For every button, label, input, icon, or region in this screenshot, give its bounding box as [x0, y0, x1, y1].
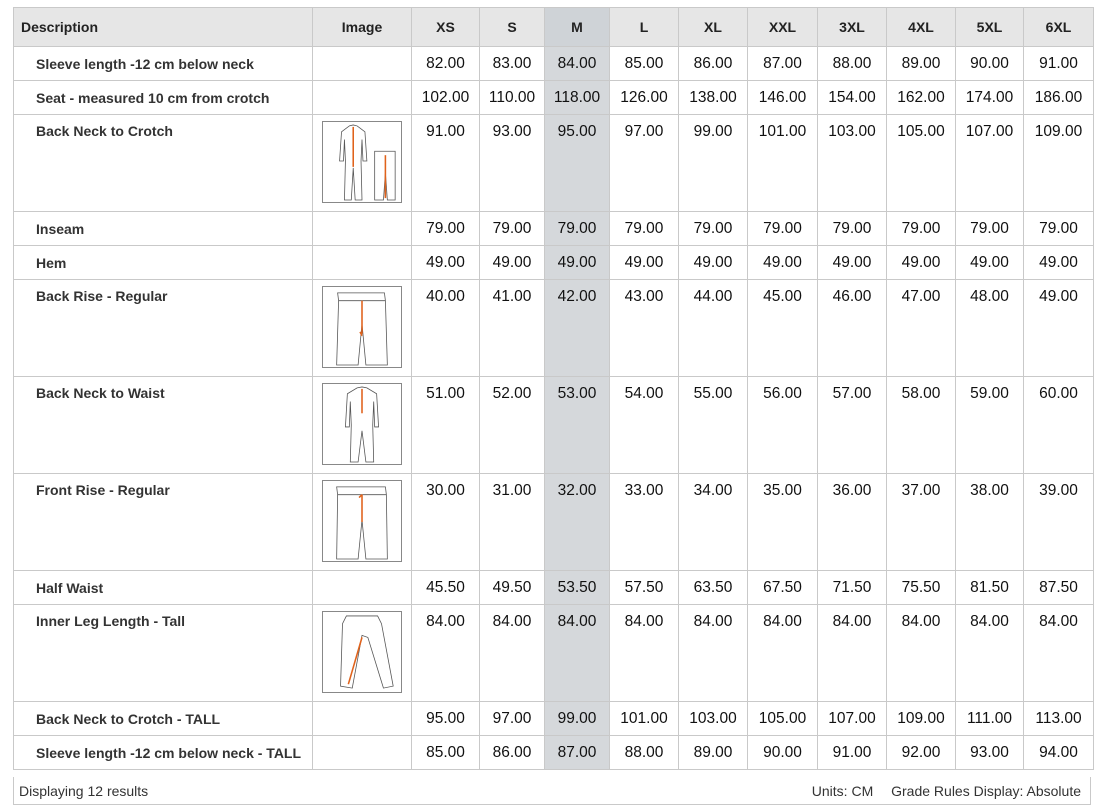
column-header-size-xxl[interactable]: XXL [748, 8, 818, 47]
size-value-l: 85.00 [610, 47, 679, 81]
pants-front-rise-diagram[interactable] [322, 480, 402, 562]
size-value-3xl: 91.00 [818, 736, 887, 770]
size-value-s: 31.00 [480, 474, 545, 571]
units-label: Units: CM [811, 783, 874, 799]
column-header-size-3xl[interactable]: 3XL [818, 8, 887, 47]
column-header-size-6xl[interactable]: 6XL [1024, 8, 1094, 47]
coverall-back-neck-to-crotch-diagram[interactable] [322, 121, 402, 203]
table-row[interactable] [14, 47, 1094, 81]
measurement-description: Seat - measured 10 cm from crotch [14, 81, 313, 115]
measurement-image-cell [313, 377, 412, 474]
size-value-m: 42.00 [545, 280, 610, 377]
table-row[interactable] [14, 246, 1094, 280]
size-value-s: 93.00 [480, 115, 545, 212]
size-value-xs: 49.00 [412, 246, 480, 280]
measurement-description: Sleeve length -12 cm below neck [14, 47, 313, 81]
size-value-xl: 34.00 [679, 474, 748, 571]
table-footer [13, 777, 1091, 805]
measurement-description: Sleeve length -12 cm below neck - TALL [14, 736, 313, 770]
measurement-description: Hem [14, 246, 313, 280]
size-value-m: 79.00 [545, 212, 610, 246]
size-value-6xl: 94.00 [1024, 736, 1094, 770]
size-value-l: 57.50 [610, 571, 679, 605]
size-value-xxl: 105.00 [748, 702, 818, 736]
size-value-6xl: 113.00 [1024, 702, 1094, 736]
size-value-5xl: 81.50 [956, 571, 1024, 605]
size-value-5xl: 48.00 [956, 280, 1024, 377]
size-value-5xl: 174.00 [956, 81, 1024, 115]
size-value-xs: 30.00 [412, 474, 480, 571]
size-value-4xl: 47.00 [887, 280, 956, 377]
measurement-description: Back Neck to Crotch [14, 115, 313, 212]
size-value-l: 33.00 [610, 474, 679, 571]
size-value-s: 83.00 [480, 47, 545, 81]
table-header-row [14, 8, 1094, 47]
measurement-image-cell [313, 81, 412, 115]
size-value-4xl: 75.50 [887, 571, 956, 605]
size-value-l: 84.00 [610, 605, 679, 702]
measurement-description: Back Neck to Waist [14, 377, 313, 474]
size-value-xl: 99.00 [679, 115, 748, 212]
size-value-6xl: 87.50 [1024, 571, 1094, 605]
size-value-xxl: 79.00 [748, 212, 818, 246]
size-value-xl: 84.00 [679, 605, 748, 702]
size-value-3xl: 107.00 [818, 702, 887, 736]
table-row[interactable] [14, 702, 1094, 736]
size-value-xl: 63.50 [679, 571, 748, 605]
size-value-xxl: 84.00 [748, 605, 818, 702]
size-value-5xl: 93.00 [956, 736, 1024, 770]
size-value-m: 84.00 [545, 605, 610, 702]
size-value-3xl: 84.00 [818, 605, 887, 702]
size-value-m: 49.00 [545, 246, 610, 280]
size-value-xs: 45.50 [412, 571, 480, 605]
column-header-size-4xl[interactable]: 4XL [887, 8, 956, 47]
size-value-4xl: 58.00 [887, 377, 956, 474]
table-row[interactable] [14, 212, 1094, 246]
size-value-s: 41.00 [480, 280, 545, 377]
size-value-6xl: 49.00 [1024, 246, 1094, 280]
size-value-s: 110.00 [480, 81, 545, 115]
column-header-size-5xl[interactable]: 5XL [956, 8, 1024, 47]
measurement-image-cell [313, 212, 412, 246]
grade-rules-label: Grade Rules Display: Absolute [891, 783, 1081, 799]
table-row[interactable] [14, 377, 1094, 474]
size-value-6xl: 91.00 [1024, 47, 1094, 81]
table-body [14, 47, 1094, 770]
size-value-xxl: 56.00 [748, 377, 818, 474]
column-header-size-xs[interactable]: XS [412, 8, 480, 47]
size-value-l: 88.00 [610, 736, 679, 770]
size-value-m: 32.00 [545, 474, 610, 571]
size-value-xxl: 87.00 [748, 47, 818, 81]
size-value-5xl: 107.00 [956, 115, 1024, 212]
table-row[interactable] [14, 115, 1094, 212]
measurement-image-cell [313, 246, 412, 280]
size-value-6xl: 109.00 [1024, 115, 1094, 212]
size-value-l: 79.00 [610, 212, 679, 246]
size-value-xxl: 146.00 [748, 81, 818, 115]
size-value-4xl: 162.00 [887, 81, 956, 115]
size-value-3xl: 46.00 [818, 280, 887, 377]
size-value-4xl: 49.00 [887, 246, 956, 280]
size-value-xxl: 67.50 [748, 571, 818, 605]
size-grade-table [13, 7, 1094, 770]
size-value-xl: 79.00 [679, 212, 748, 246]
size-value-m: 99.00 [545, 702, 610, 736]
size-value-xl: 55.00 [679, 377, 748, 474]
size-value-l: 101.00 [610, 702, 679, 736]
size-value-xs: 91.00 [412, 115, 480, 212]
size-value-6xl: 84.00 [1024, 605, 1094, 702]
coverall-back-neck-to-waist-diagram[interactable] [322, 383, 402, 465]
size-value-m: 95.00 [545, 115, 610, 212]
size-value-xxl: 49.00 [748, 246, 818, 280]
size-value-5xl: 84.00 [956, 605, 1024, 702]
size-value-xl: 89.00 [679, 736, 748, 770]
size-value-m: 53.00 [545, 377, 610, 474]
size-value-l: 43.00 [610, 280, 679, 377]
size-value-xl: 103.00 [679, 702, 748, 736]
table-row[interactable] [14, 474, 1094, 571]
size-value-3xl: 88.00 [818, 47, 887, 81]
measurement-image-cell [313, 605, 412, 702]
table-row[interactable] [14, 81, 1094, 115]
measurement-description: Back Rise - Regular [14, 280, 313, 377]
size-value-6xl: 49.00 [1024, 280, 1094, 377]
size-value-6xl: 186.00 [1024, 81, 1094, 115]
size-value-m: 87.00 [545, 736, 610, 770]
size-value-4xl: 84.00 [887, 605, 956, 702]
column-header-size-l[interactable]: L [610, 8, 679, 47]
size-value-6xl: 79.00 [1024, 212, 1094, 246]
results-count: Displaying 12 results [19, 783, 149, 799]
size-value-xxl: 90.00 [748, 736, 818, 770]
size-value-m: 53.50 [545, 571, 610, 605]
size-value-xs: 84.00 [412, 605, 480, 702]
column-header-size-xl[interactable]: XL [679, 8, 748, 47]
size-value-l: 54.00 [610, 377, 679, 474]
pants-back-rise-diagram[interactable] [322, 286, 402, 368]
measurement-image-cell [313, 115, 412, 212]
size-value-6xl: 60.00 [1024, 377, 1094, 474]
column-header-image[interactable]: Image [313, 8, 412, 47]
display-settings [812, 783, 1081, 799]
measurement-description: Half Waist [14, 571, 313, 605]
size-value-xs: 85.00 [412, 736, 480, 770]
measurement-description: Inseam [14, 212, 313, 246]
measurement-image-cell [313, 474, 412, 571]
table-row[interactable] [14, 571, 1094, 605]
size-value-m: 118.00 [545, 81, 610, 115]
size-value-xs: 102.00 [412, 81, 480, 115]
size-value-3xl: 57.00 [818, 377, 887, 474]
measurement-image-cell [313, 280, 412, 377]
column-header-description[interactable]: Description [14, 8, 313, 47]
size-value-3xl: 154.00 [818, 81, 887, 115]
size-value-3xl: 103.00 [818, 115, 887, 212]
size-value-xxl: 35.00 [748, 474, 818, 571]
size-value-3xl: 36.00 [818, 474, 887, 571]
size-value-xs: 82.00 [412, 47, 480, 81]
pants-inner-leg-diagram[interactable] [322, 611, 402, 693]
size-value-3xl: 79.00 [818, 212, 887, 246]
measurement-description: Back Neck to Crotch - TALL [14, 702, 313, 736]
measurement-image-cell [313, 47, 412, 81]
size-value-6xl: 39.00 [1024, 474, 1094, 571]
size-value-5xl: 90.00 [956, 47, 1024, 81]
size-value-4xl: 105.00 [887, 115, 956, 212]
size-value-4xl: 89.00 [887, 47, 956, 81]
size-value-4xl: 37.00 [887, 474, 956, 571]
size-value-3xl: 49.00 [818, 246, 887, 280]
column-header-size-s[interactable]: S [480, 8, 545, 47]
size-value-l: 97.00 [610, 115, 679, 212]
size-value-5xl: 59.00 [956, 377, 1024, 474]
column-header-size-m[interactable]: M [545, 8, 610, 47]
size-value-xl: 49.00 [679, 246, 748, 280]
size-value-xl: 44.00 [679, 280, 748, 377]
table-row[interactable] [14, 736, 1094, 770]
size-value-xl: 138.00 [679, 81, 748, 115]
size-value-s: 49.00 [480, 246, 545, 280]
size-value-5xl: 111.00 [956, 702, 1024, 736]
size-value-s: 52.00 [480, 377, 545, 474]
size-value-xl: 86.00 [679, 47, 748, 81]
size-value-s: 79.00 [480, 212, 545, 246]
size-value-4xl: 92.00 [887, 736, 956, 770]
size-value-5xl: 49.00 [956, 246, 1024, 280]
size-value-s: 84.00 [480, 605, 545, 702]
measurement-image-cell [313, 736, 412, 770]
size-value-l: 126.00 [610, 81, 679, 115]
size-value-xs: 95.00 [412, 702, 480, 736]
measurement-image-cell [313, 702, 412, 736]
size-value-4xl: 79.00 [887, 212, 956, 246]
measurement-image-cell [313, 571, 412, 605]
size-value-5xl: 79.00 [956, 212, 1024, 246]
size-value-xxl: 45.00 [748, 280, 818, 377]
size-value-xxl: 101.00 [748, 115, 818, 212]
size-value-xs: 40.00 [412, 280, 480, 377]
size-value-4xl: 109.00 [887, 702, 956, 736]
size-value-l: 49.00 [610, 246, 679, 280]
size-value-xs: 51.00 [412, 377, 480, 474]
size-value-s: 86.00 [480, 736, 545, 770]
size-value-s: 49.50 [480, 571, 545, 605]
size-value-3xl: 71.50 [818, 571, 887, 605]
table-row[interactable] [14, 605, 1094, 702]
measurement-description: Inner Leg Length - Tall [14, 605, 313, 702]
size-value-s: 97.00 [480, 702, 545, 736]
measurement-description: Front Rise - Regular [14, 474, 313, 571]
size-value-m: 84.00 [545, 47, 610, 81]
size-value-xs: 79.00 [412, 212, 480, 246]
table-row[interactable] [14, 280, 1094, 377]
size-value-5xl: 38.00 [956, 474, 1024, 571]
